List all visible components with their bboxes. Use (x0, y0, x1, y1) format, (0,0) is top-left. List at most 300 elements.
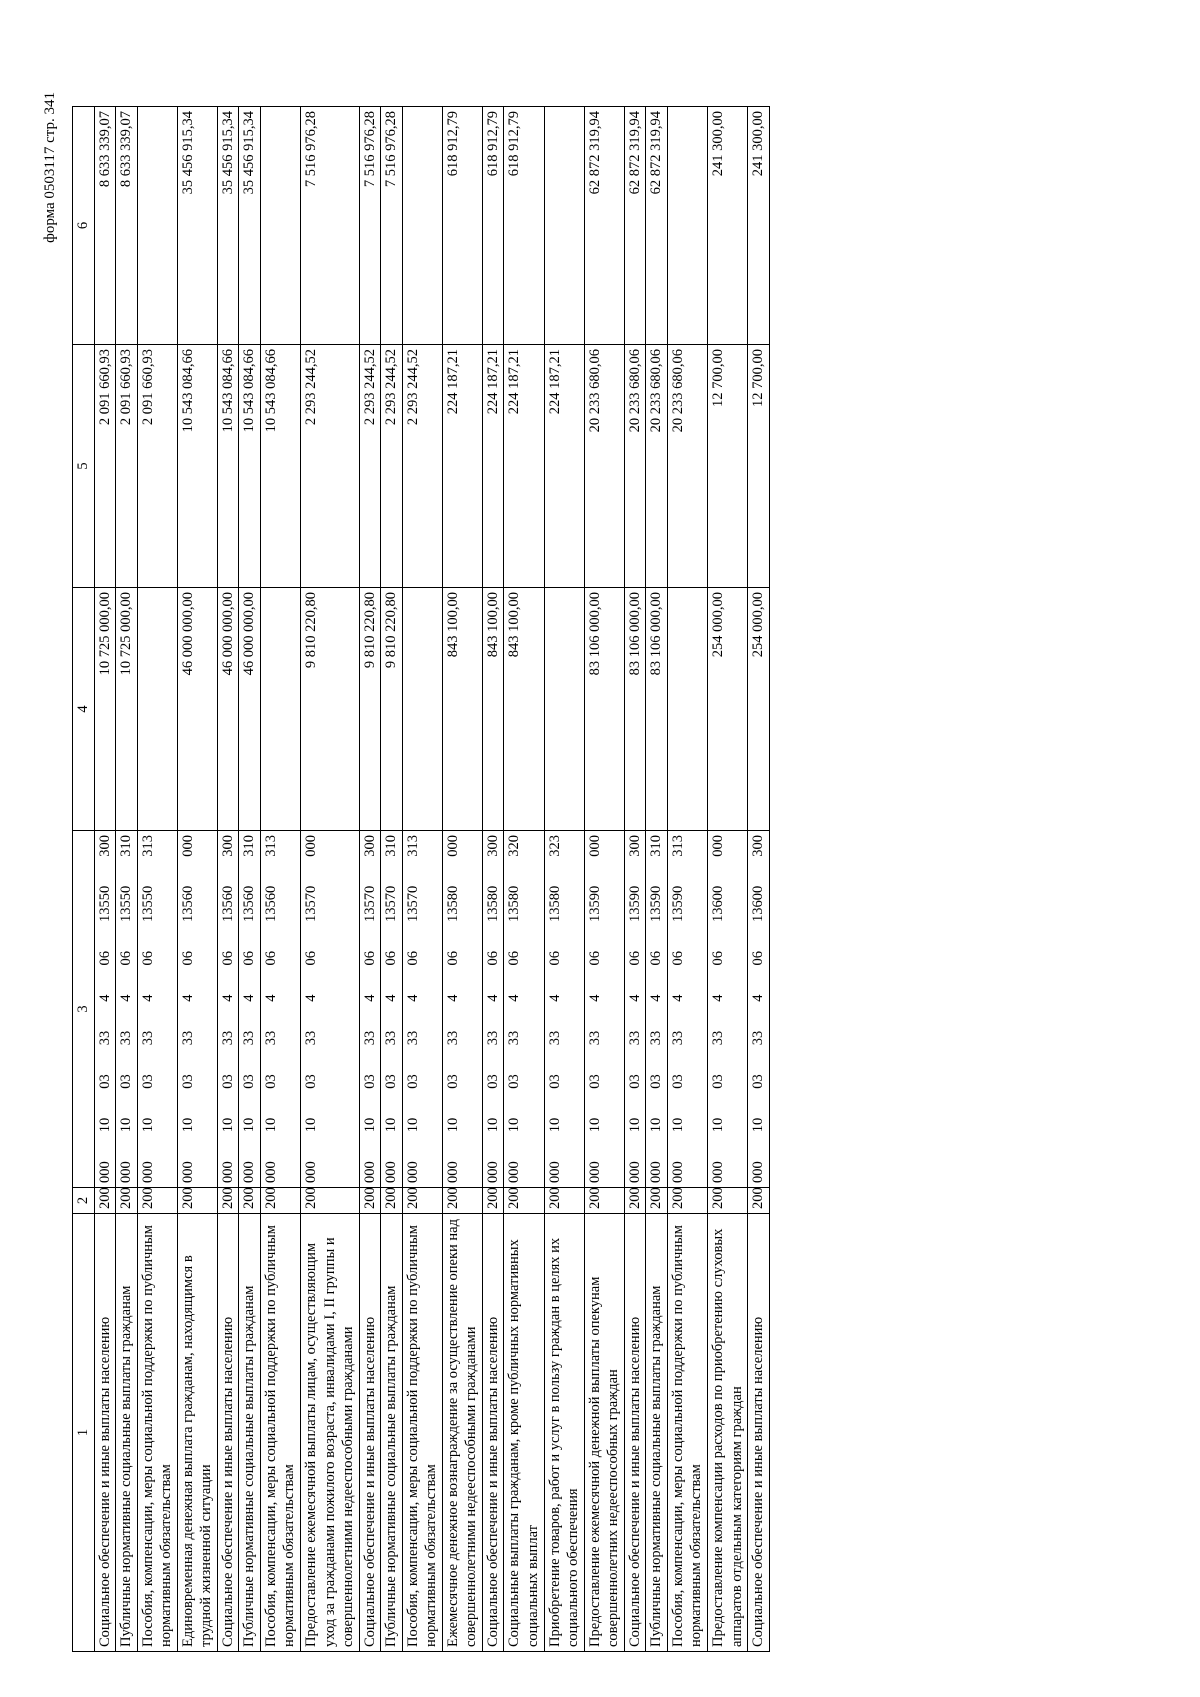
kbk-code-part: 000 (118, 1161, 135, 1183)
kbk-code-part: 33 (626, 1030, 643, 1046)
kbk-code-part: 13550 (139, 885, 156, 922)
row-name: Социальное обеспечение и иные выплаты населению (482, 1214, 504, 1652)
kbk-code-part: 10 (219, 1117, 236, 1133)
row-budget-classification-code (667, 831, 707, 1188)
row-approved-amount: 254 000,00 (707, 588, 747, 831)
row-line-code: 200 (624, 1188, 646, 1214)
row-executed-amount: 2 293 244,52 (381, 345, 403, 588)
row-executed-amount: 20 233 680,06 (624, 345, 646, 588)
row-name: Пособия, компенсации, меры социальной поддержки по публичным нормативным обязательствам (667, 1214, 707, 1652)
row-unexecuted-amount: 7 516 976,28 (301, 107, 360, 345)
row-executed-amount: 12 700,00 (707, 345, 747, 588)
kbk-code-part: 4 (404, 994, 421, 1002)
kbk-code-parts (586, 835, 605, 1183)
kbk-code-part: 06 (586, 951, 603, 966)
table-row (94, 107, 116, 1652)
row-unexecuted-amount (667, 107, 707, 345)
row-unexecuted-amount: 241 300,00 (748, 107, 770, 345)
kbk-code-part: 310 (648, 835, 665, 857)
kbk-code-part: 13560 (262, 885, 279, 922)
row-executed-amount: 2 293 244,52 (402, 345, 442, 588)
kbk-code-part: 06 (506, 951, 523, 966)
row-budget-classification-code (381, 831, 403, 1188)
kbk-code-part: 03 (179, 1074, 196, 1089)
table-row (260, 107, 300, 1652)
kbk-code-part: 000 (506, 1161, 523, 1183)
row-budget-classification-code (177, 831, 217, 1188)
kbk-code-part: 10 (586, 1117, 603, 1133)
kbk-code-part: 06 (709, 951, 726, 966)
row-unexecuted-amount: 35 456 915,34 (239, 107, 261, 345)
kbk-code-part: 10 (750, 1117, 767, 1133)
row-name: Социальное обеспечение и иные выплаты населению (217, 1214, 239, 1652)
kbk-code-part: 13580 (546, 885, 563, 922)
kbk-code-part: 33 (648, 1030, 665, 1046)
kbk-code-part: 33 (444, 1030, 461, 1046)
kbk-code-part: 13560 (219, 885, 236, 922)
kbk-code-part: 33 (241, 1030, 258, 1046)
row-approved-amount: 83 106 000,00 (584, 588, 624, 831)
kbk-code-part: 33 (586, 1030, 603, 1046)
table-row (544, 107, 584, 1652)
kbk-code-part: 06 (262, 951, 279, 966)
kbk-code-part: 03 (139, 1074, 156, 1089)
row-line-code: 200 (402, 1188, 442, 1214)
row-executed-amount: 224 187,21 (544, 345, 584, 588)
row-executed-amount: 10 543 084,66 (217, 345, 239, 588)
kbk-code-part: 33 (404, 1030, 421, 1046)
kbk-code-part: 4 (118, 994, 135, 1002)
kbk-code-part: 310 (118, 835, 135, 857)
kbk-code-parts (302, 835, 321, 1183)
row-approved-amount: 46 000 000,00 (177, 588, 217, 831)
kbk-code-parts (709, 835, 728, 1183)
row-name: Пособия, компенсации, меры социальной поддержки по публичным нормативным обязательствам (260, 1214, 300, 1652)
row-line-code: 200 (381, 1188, 403, 1214)
row-name: Пособия, компенсации, меры социальной поддержки по публичным нормативным обязательствам (402, 1214, 442, 1652)
kbk-code-part: 000 (648, 1161, 665, 1183)
kbk-code-part: 33 (669, 1030, 686, 1046)
kbk-code-part: 03 (241, 1074, 258, 1089)
table-row (482, 107, 504, 1652)
row-executed-amount: 2 091 660,93 (94, 345, 116, 588)
kbk-code-part: 13570 (303, 885, 320, 922)
row-line-code: 200 (584, 1188, 624, 1214)
row-budget-classification-code (544, 831, 584, 1188)
table-row (359, 107, 381, 1652)
row-approved-amount (260, 588, 300, 831)
kbk-code-part: 06 (241, 951, 258, 966)
kbk-code-parts (240, 835, 259, 1183)
table-row (402, 107, 442, 1652)
row-name: Социальное обеспечение и иные выплаты населению (359, 1214, 381, 1652)
kbk-code-parts (117, 835, 136, 1183)
kbk-code-part: 000 (219, 1161, 236, 1183)
kbk-code-part: 300 (484, 835, 501, 857)
kbk-code-part: 06 (626, 951, 643, 966)
kbk-code-part: 4 (219, 994, 236, 1002)
kbk-code-part: 10 (262, 1117, 279, 1133)
row-line-code: 200 (707, 1188, 747, 1214)
kbk-code-part: 06 (139, 951, 156, 966)
kbk-code-part: 4 (139, 994, 156, 1002)
row-line-code: 200 (482, 1188, 504, 1214)
kbk-code-parts (505, 835, 524, 1183)
row-executed-amount: 20 233 680,06 (646, 345, 668, 588)
kbk-code-parts (382, 835, 401, 1183)
kbk-code-part: 10 (303, 1117, 320, 1133)
kbk-code-part: 13580 (506, 885, 523, 922)
row-line-code: 200 (94, 1188, 116, 1214)
row-executed-amount: 224 187,21 (482, 345, 504, 588)
table-row (217, 107, 239, 1652)
table-row (116, 107, 138, 1652)
kbk-code-part: 13600 (709, 885, 726, 922)
column-number-row (73, 107, 95, 1652)
kbk-code-part: 000 (96, 1161, 113, 1183)
kbk-code-part: 000 (179, 1161, 196, 1183)
kbk-code-part: 06 (404, 951, 421, 966)
kbk-code-part: 03 (96, 1074, 113, 1089)
kbk-code-part: 000 (444, 835, 461, 857)
row-unexecuted-amount: 7 516 976,28 (359, 107, 381, 345)
row-name: Предоставление ежемесячной денежной выплаты опекунам совершеннолетних недееспособных граждан (584, 1214, 624, 1652)
row-line-code: 200 (301, 1188, 360, 1214)
row-line-code: 200 (442, 1188, 482, 1214)
kbk-code-part: 03 (750, 1074, 767, 1089)
row-line-code: 200 (177, 1188, 217, 1214)
kbk-code-part: 000 (241, 1161, 258, 1183)
row-unexecuted-amount (402, 107, 442, 345)
row-name: Публичные нормативные социальные выплаты гражданам (116, 1214, 138, 1652)
kbk-code-part: 313 (404, 835, 421, 857)
kbk-code-part: 000 (262, 1161, 279, 1183)
kbk-code-part: 10 (404, 1117, 421, 1133)
kbk-code-part: 33 (303, 1030, 320, 1046)
form-label: форма 0503117 стр. 341 (42, 92, 58, 243)
kbk-code-part: 000 (484, 1161, 501, 1183)
kbk-code-part: 320 (506, 835, 523, 857)
row-name: Социальные выплаты гражданам, кроме публичных нормативных социальных выплат (504, 1214, 544, 1652)
kbk-code-part: 13580 (484, 885, 501, 922)
kbk-code-part: 13600 (750, 885, 767, 922)
row-line-code: 200 (544, 1188, 584, 1214)
kbk-code-part: 13570 (361, 885, 378, 922)
row-unexecuted-amount: 8 633 339,07 (94, 107, 116, 345)
kbk-code-part: 10 (669, 1117, 686, 1133)
kbk-code-part: 000 (139, 1161, 156, 1183)
row-approved-amount: 254 000,00 (748, 588, 770, 831)
row-unexecuted-amount: 618 912,79 (482, 107, 504, 345)
kbk-code-part: 4 (506, 994, 523, 1002)
kbk-code-part: 4 (303, 994, 320, 1002)
row-approved-amount: 843 100,00 (442, 588, 482, 831)
kbk-code-part: 300 (96, 835, 113, 857)
row-approved-amount (137, 588, 177, 831)
kbk-code-part: 10 (383, 1117, 400, 1133)
kbk-code-part: 03 (118, 1074, 135, 1089)
kbk-code-part: 10 (361, 1117, 378, 1133)
kbk-code-part: 03 (262, 1074, 279, 1089)
kbk-code-part: 33 (118, 1030, 135, 1046)
kbk-code-part: 06 (118, 951, 135, 966)
kbk-code-part: 13590 (648, 885, 665, 922)
row-approved-amount (667, 588, 707, 831)
kbk-code-parts (669, 835, 688, 1183)
kbk-code-part: 10 (139, 1117, 156, 1133)
kbk-code-part: 33 (546, 1030, 563, 1046)
kbk-code-part: 03 (648, 1074, 665, 1089)
row-budget-classification-code (301, 831, 360, 1188)
row-executed-amount: 2 293 244,52 (359, 345, 381, 588)
kbk-code-part: 300 (361, 835, 378, 857)
column-number: 4 (73, 588, 95, 831)
kbk-code-parts (219, 835, 238, 1183)
table-row (748, 107, 770, 1652)
kbk-code-part: 03 (626, 1074, 643, 1089)
kbk-code-part: 10 (506, 1117, 523, 1133)
row-budget-classification-code (137, 831, 177, 1188)
kbk-code-part: 03 (546, 1074, 563, 1089)
kbk-code-part: 10 (96, 1117, 113, 1133)
column-number: 2 (73, 1188, 95, 1214)
row-budget-classification-code (646, 831, 668, 1188)
row-budget-classification-code (116, 831, 138, 1188)
kbk-code-parts (647, 835, 666, 1183)
kbk-code-part: 4 (750, 994, 767, 1002)
kbk-code-part: 4 (361, 994, 378, 1002)
kbk-code-part: 300 (626, 835, 643, 857)
table-row (381, 107, 403, 1652)
row-name: Пособия, компенсации, меры социальной поддержки по публичным нормативным обязательствам (137, 1214, 177, 1652)
row-line-code: 200 (359, 1188, 381, 1214)
kbk-code-part: 13570 (404, 885, 421, 922)
table-row (624, 107, 646, 1652)
kbk-code-part: 13560 (179, 885, 196, 922)
row-approved-amount (544, 588, 584, 831)
kbk-code-part: 06 (648, 951, 665, 966)
kbk-code-part: 03 (219, 1074, 236, 1089)
kbk-code-part: 313 (139, 835, 156, 857)
row-budget-classification-code (584, 831, 624, 1188)
table-row (504, 107, 544, 1652)
kbk-code-part: 13590 (626, 885, 643, 922)
column-number: 3 (73, 831, 95, 1188)
kbk-code-parts (484, 835, 503, 1183)
kbk-code-parts (626, 835, 645, 1183)
kbk-code-part: 06 (219, 951, 236, 966)
row-line-code: 200 (137, 1188, 177, 1214)
row-budget-classification-code (482, 831, 504, 1188)
kbk-code-part: 06 (669, 951, 686, 966)
kbk-code-part: 13590 (669, 885, 686, 922)
kbk-code-parts (361, 835, 380, 1183)
row-approved-amount: 9 810 220,80 (381, 588, 403, 831)
table-row (442, 107, 482, 1652)
kbk-code-part: 33 (361, 1030, 378, 1046)
row-executed-amount: 20 233 680,06 (584, 345, 624, 588)
kbk-code-part: 33 (139, 1030, 156, 1046)
row-budget-classification-code (504, 831, 544, 1188)
kbk-code-part: 4 (709, 994, 726, 1002)
row-unexecuted-amount: 8 633 339,07 (116, 107, 138, 345)
row-name: Ежемесячное денежное вознаграждение за осуществление опеки над совершеннолетними недееспособными гражданами (442, 1214, 482, 1652)
row-approved-amount: 83 106 000,00 (624, 588, 646, 831)
budget-table (72, 106, 770, 1652)
row-unexecuted-amount (137, 107, 177, 345)
row-unexecuted-amount: 62 872 319,94 (624, 107, 646, 345)
column-number: 1 (73, 1214, 95, 1652)
row-budget-classification-code (239, 831, 261, 1188)
row-budget-classification-code (624, 831, 646, 1188)
row-unexecuted-amount: 62 872 319,94 (646, 107, 668, 345)
kbk-code-part: 33 (219, 1030, 236, 1046)
row-name: Публичные нормативные социальные выплаты гражданам (381, 1214, 403, 1652)
kbk-code-part: 000 (626, 1161, 643, 1183)
kbk-code-parts (749, 835, 768, 1183)
kbk-code-part: 10 (241, 1117, 258, 1133)
kbk-code-part: 13560 (241, 885, 258, 922)
row-unexecuted-amount (544, 107, 584, 345)
kbk-code-part: 33 (709, 1030, 726, 1046)
kbk-code-part: 06 (96, 951, 113, 966)
kbk-code-part: 4 (179, 994, 196, 1002)
row-name: Публичные нормативные социальные выплаты гражданам (646, 1214, 668, 1652)
table-row (707, 107, 747, 1652)
row-budget-classification-code (707, 831, 747, 1188)
kbk-code-part: 13580 (444, 885, 461, 922)
row-budget-classification-code (748, 831, 770, 1188)
kbk-code-part: 10 (546, 1117, 563, 1133)
row-line-code: 200 (217, 1188, 239, 1214)
kbk-code-part: 4 (262, 994, 279, 1002)
table-row (667, 107, 707, 1652)
kbk-code-part: 4 (648, 994, 665, 1002)
row-executed-amount: 10 543 084,66 (260, 345, 300, 588)
kbk-code-part: 10 (648, 1117, 665, 1133)
row-executed-amount: 224 187,21 (442, 345, 482, 588)
kbk-code-part: 03 (444, 1074, 461, 1089)
kbk-code-part: 13550 (118, 885, 135, 922)
kbk-code-part: 10 (179, 1117, 196, 1133)
row-line-code: 200 (646, 1188, 668, 1214)
row-executed-amount: 20 233 680,06 (667, 345, 707, 588)
kbk-code-part: 03 (383, 1074, 400, 1089)
table-row (239, 107, 261, 1652)
kbk-code-part: 000 (669, 1161, 686, 1183)
kbk-code-part: 000 (709, 835, 726, 857)
kbk-code-part: 4 (444, 994, 461, 1002)
kbk-code-part: 06 (546, 951, 563, 966)
kbk-code-parts (179, 835, 198, 1183)
budget-table-body (73, 107, 770, 1652)
table-row (301, 107, 360, 1652)
kbk-code-part: 313 (262, 835, 279, 857)
kbk-code-part: 313 (669, 835, 686, 857)
column-number: 5 (73, 345, 95, 588)
row-approved-amount (402, 588, 442, 831)
row-unexecuted-amount: 62 872 319,94 (584, 107, 624, 345)
row-approved-amount: 9 810 220,80 (359, 588, 381, 831)
kbk-code-part: 03 (361, 1074, 378, 1089)
row-unexecuted-amount: 7 516 976,28 (381, 107, 403, 345)
kbk-code-part: 10 (484, 1117, 501, 1133)
row-unexecuted-amount: 35 456 915,34 (217, 107, 239, 345)
row-approved-amount: 46 000 000,00 (239, 588, 261, 831)
kbk-code-part: 4 (484, 994, 501, 1002)
table-row (137, 107, 177, 1652)
kbk-code-part: 03 (484, 1074, 501, 1089)
kbk-code-part: 03 (506, 1074, 523, 1089)
row-budget-classification-code (217, 831, 239, 1188)
kbk-code-part: 06 (361, 951, 378, 966)
kbk-code-part: 33 (484, 1030, 501, 1046)
row-executed-amount: 12 700,00 (748, 345, 770, 588)
kbk-code-part: 4 (96, 994, 113, 1002)
row-budget-classification-code (442, 831, 482, 1188)
kbk-code-part: 06 (750, 951, 767, 966)
row-name: Социальное обеспечение и иные выплаты населению (748, 1214, 770, 1652)
row-line-code: 200 (116, 1188, 138, 1214)
row-name: Предоставление ежемесячной выплаты лицам, осуществляющим уход за гражданами пожилого возраста, инвалидами I, II группы и совершеннолетними недееспособными гражданами (301, 1214, 360, 1652)
column-number: 6 (73, 107, 95, 345)
row-executed-amount: 2 091 660,93 (116, 345, 138, 588)
kbk-code-part: 4 (546, 994, 563, 1002)
kbk-code-part: 10 (709, 1117, 726, 1133)
row-unexecuted-amount: 618 912,79 (442, 107, 482, 345)
kbk-code-part: 33 (750, 1030, 767, 1046)
row-unexecuted-amount (260, 107, 300, 345)
row-approved-amount: 46 000 000,00 (217, 588, 239, 831)
row-line-code: 200 (748, 1188, 770, 1214)
row-executed-amount: 2 091 660,93 (137, 345, 177, 588)
row-name: Публичные нормативные социальные выплаты гражданам (239, 1214, 261, 1652)
kbk-code-part: 000 (361, 1161, 378, 1183)
row-approved-amount: 83 106 000,00 (646, 588, 668, 831)
row-line-code: 200 (239, 1188, 261, 1214)
kbk-code-part: 000 (750, 1161, 767, 1183)
kbk-code-part: 06 (303, 951, 320, 966)
kbk-code-part: 06 (383, 951, 400, 966)
kbk-code-parts (139, 835, 158, 1183)
kbk-code-parts (546, 835, 565, 1183)
kbk-code-part: 03 (709, 1074, 726, 1089)
kbk-code-part: 4 (669, 994, 686, 1002)
kbk-code-part: 4 (626, 994, 643, 1002)
row-unexecuted-amount: 35 456 915,34 (177, 107, 217, 345)
kbk-code-part: 000 (586, 835, 603, 857)
row-executed-amount: 10 543 084,66 (177, 345, 217, 588)
row-executed-amount: 224 187,21 (504, 345, 544, 588)
row-line-code: 200 (667, 1188, 707, 1214)
kbk-code-part: 03 (586, 1074, 603, 1089)
kbk-code-parts (444, 835, 463, 1183)
kbk-code-part: 000 (546, 1161, 563, 1183)
kbk-code-part: 10 (444, 1117, 461, 1133)
kbk-code-part: 300 (750, 835, 767, 857)
kbk-code-part: 310 (383, 835, 400, 857)
row-approved-amount: 9 810 220,80 (301, 588, 360, 831)
kbk-code-part: 13570 (383, 885, 400, 922)
kbk-code-part: 06 (484, 951, 501, 966)
row-line-code: 200 (260, 1188, 300, 1214)
row-executed-amount: 10 543 084,66 (239, 345, 261, 588)
row-name: Социальное обеспечение и иные выплаты населению (624, 1214, 646, 1652)
kbk-code-part: 000 (586, 1161, 603, 1183)
kbk-code-parts (262, 835, 281, 1183)
row-name: Социальное обеспечение и иные выплаты населению (94, 1214, 116, 1652)
row-unexecuted-amount: 618 912,79 (504, 107, 544, 345)
